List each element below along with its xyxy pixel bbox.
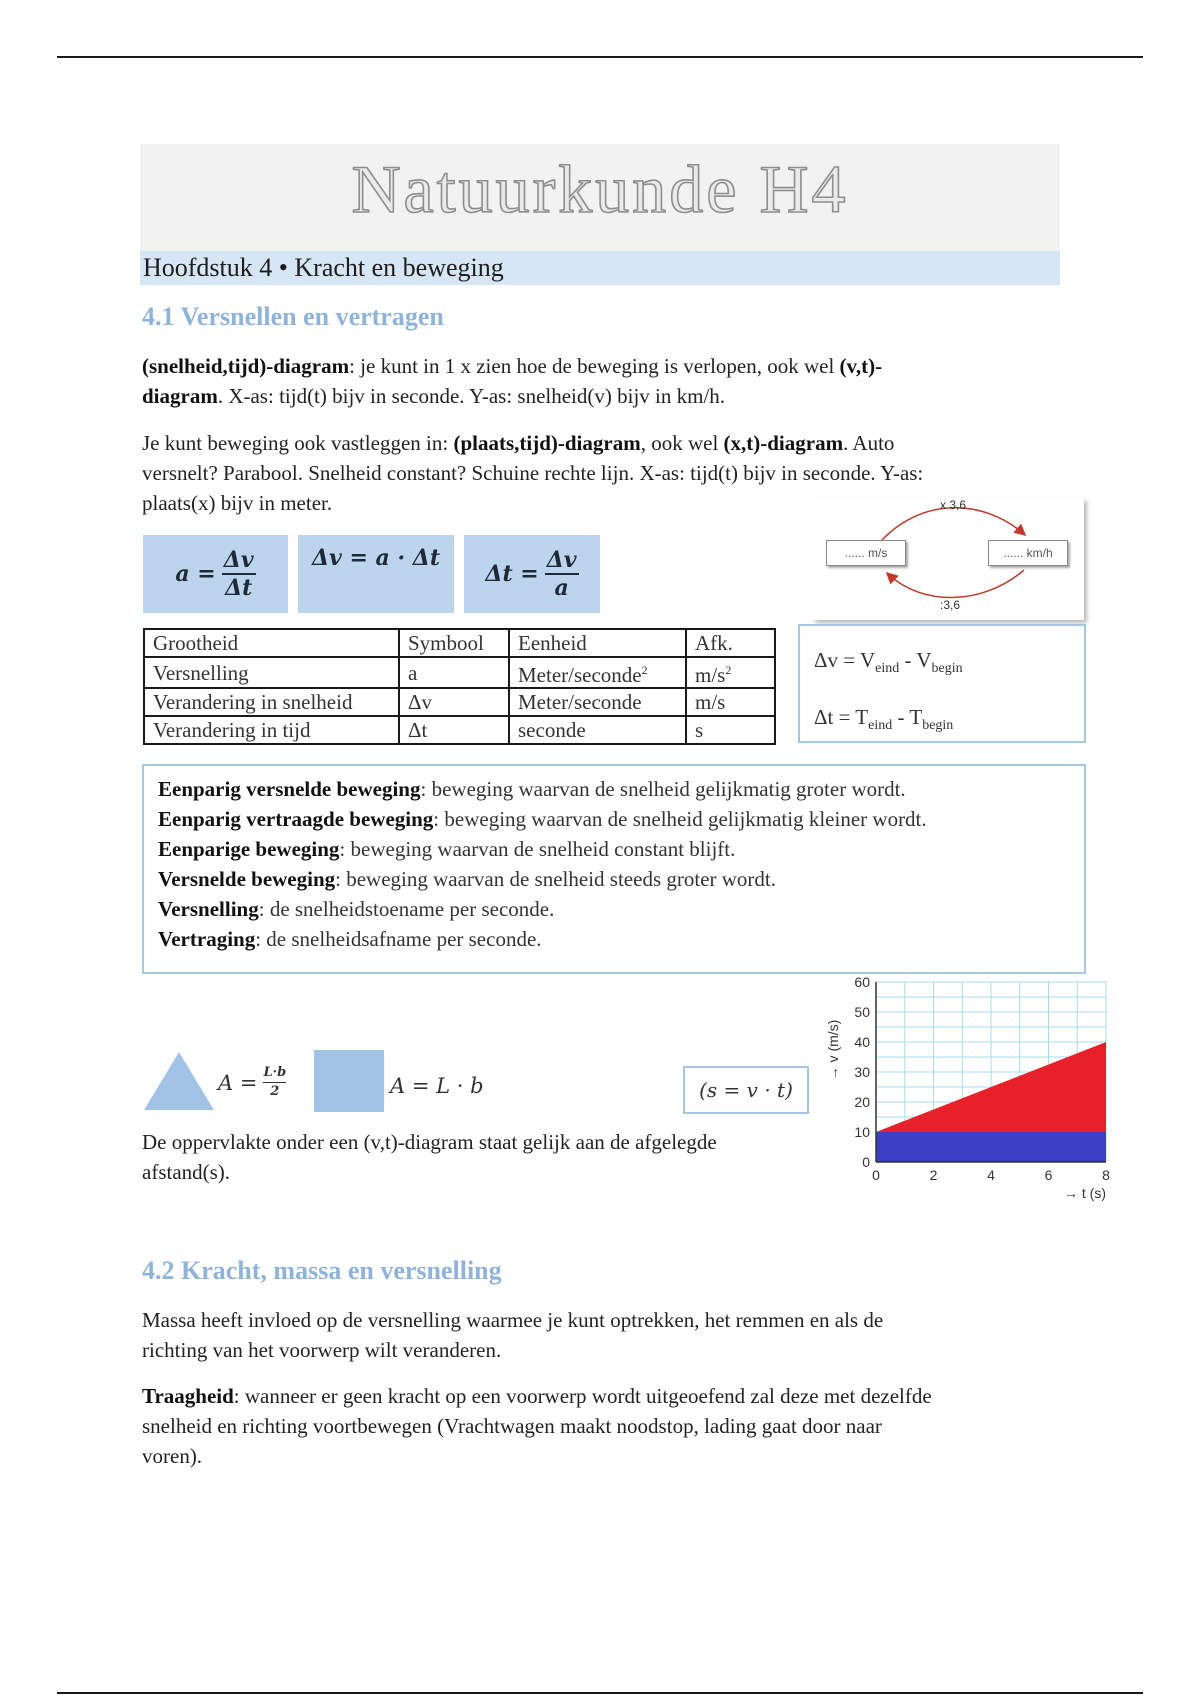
abbr-sup: 2 — [725, 663, 732, 677]
term-traagheid: Traagheid — [142, 1384, 234, 1408]
x-tick-label: 8 — [1102, 1167, 1110, 1183]
label-times-3-6: x 3,6 — [940, 498, 967, 512]
para1-text2: . X-as: tijd(t) bijv in seconde. Y-as: snelheid(v) bijv in km/h. — [217, 384, 726, 408]
traagheid-line3: voren). — [142, 1444, 203, 1468]
para2-text1: Je kunt beweging ook vastleggen in: — [142, 431, 454, 455]
triangle-num: L·b — [263, 1064, 286, 1083]
table-row — [144, 657, 775, 688]
paragraph-traagheid — [142, 1381, 1082, 1471]
definition-item — [158, 774, 1070, 804]
section-1-heading: 4.1 Versnellen en vertragen — [142, 302, 444, 331]
formula-a-den: Δt — [225, 575, 253, 601]
arrow-divide — [888, 570, 1024, 598]
table-header-row — [144, 629, 775, 657]
triangle-shape — [142, 1050, 216, 1112]
triangle-den: 2 — [270, 1084, 280, 1099]
table-header: Eenheid — [509, 629, 686, 657]
bottom-rule — [57, 1692, 1143, 1694]
area-caption-line2: afstand(s). — [142, 1160, 231, 1184]
formula-dt-lhs: Δt = — [485, 561, 539, 587]
dv-sub-begin: begin — [931, 661, 963, 677]
unit-text: Meter/seconde — [518, 663, 642, 687]
y-axis-label: → v (m/s) — [825, 1019, 841, 1081]
table-cell: Verandering in tijd — [144, 716, 399, 744]
table-cell: Δt — [399, 716, 509, 744]
x-axis-label: → t (s) — [1064, 1185, 1106, 1201]
x-tick-label: 0 — [872, 1167, 880, 1183]
term-vt-short-a: (v,t)- — [839, 354, 883, 378]
dv-lhs: Δv = V — [814, 648, 876, 672]
area-caption — [142, 1127, 822, 1187]
para2-line2: versnelt? Parabool. Snelheid constant? Schuine rechte lijn. X-as: tijd(t) bijv in seconde. Y-as: — [142, 461, 924, 485]
table-cell: Verandering in snelheid — [144, 688, 399, 716]
y-tick-label: 20 — [854, 1094, 870, 1110]
table-row — [144, 688, 775, 716]
table-cell: Δv — [399, 688, 509, 716]
definitions-box — [142, 764, 1086, 974]
delta-v-line — [814, 636, 1070, 693]
paragraph-massa — [142, 1305, 1082, 1365]
table-cell: seconde — [509, 716, 686, 744]
table-cell — [686, 657, 775, 688]
table-row — [144, 716, 775, 744]
definition-text: : de snelheidstoename per seconde. — [258, 897, 555, 921]
rectangle-shape — [314, 1050, 384, 1112]
dv-sub-eind: eind — [875, 661, 900, 677]
chapter-title: Hoofdstuk 4 • Kracht en beweging — [143, 253, 504, 282]
formula-delta-t — [464, 535, 600, 613]
definition-term: Versnelling — [158, 897, 259, 921]
conversion-diagram — [812, 498, 1084, 620]
x-tick-label: 2 — [929, 1167, 938, 1183]
traagheid-line1: : wanneer er geen kracht op een voorwerp wordt uitgeoefend zal deze met dezelfde — [233, 1384, 932, 1408]
table-header: Afk. — [686, 629, 775, 657]
y-tick-label: 0 — [862, 1154, 870, 1170]
massa-line2: richting van het voorwerp wilt veranderen. — [142, 1338, 502, 1362]
arrow-multiply — [882, 508, 1024, 540]
section-2-heading: 4.2 Kracht, massa en versnelling — [142, 1256, 502, 1285]
table-header: Grootheid — [144, 629, 399, 657]
para2-line3: plaats(x) bijv in meter. — [142, 491, 333, 515]
delta-definitions-box — [798, 624, 1086, 743]
formula-a-num: Δv — [223, 547, 254, 573]
y-tick-label: 10 — [854, 1124, 870, 1140]
formula-dt-num: Δv — [546, 547, 577, 573]
para2-text3: . Auto — [843, 431, 895, 455]
massa-line1: Massa heeft invloed op de versnelling waarmee je kunt optrekken, het remmen en als de — [142, 1308, 884, 1332]
definition-term: Eenparig vertraagde beweging — [158, 807, 434, 831]
top-rule — [57, 56, 1143, 58]
para1-text1: : je kunt in 1 x zien hoe de beweging is verlopen, ook wel — [349, 354, 840, 378]
quantities-table — [143, 628, 776, 745]
box-ms: ...... m/s — [826, 540, 906, 566]
definition-text: : beweging waarvan de snelheid gelijkmatig groter wordt. — [420, 777, 906, 801]
dt-sub-eind: eind — [868, 718, 893, 734]
definition-term: Versnelde beweging — [158, 867, 336, 891]
triangle-lhs: A = — [218, 1070, 258, 1095]
formula-dv-text: Δv = a · Δt — [311, 545, 441, 571]
term-vt-short-b: diagram — [142, 384, 218, 408]
definition-text: : beweging waarvan de snelheid constant blijft. — [339, 837, 736, 861]
term-xt-short: (x,t)-diagram — [723, 431, 844, 455]
label-div-3-6: :3,6 — [940, 598, 961, 612]
definition-term: Vertraging — [158, 927, 256, 951]
y-tick-label: 50 — [854, 1004, 870, 1020]
page-title: Natuurkunde H4 — [351, 151, 849, 227]
formula-delta-v — [298, 535, 454, 613]
box-kmh: ...... km/h — [988, 540, 1068, 566]
table-cell: s — [686, 716, 775, 744]
definition-item — [158, 924, 1070, 954]
vt-chart — [818, 972, 1118, 1204]
traagheid-line2: snelheid en richting voortbewegen (Vrachtwagen maakt noodstop, lading gaat door naar — [142, 1414, 882, 1438]
area-caption-line1: De oppervlakte onder een (v,t)-diagram staat gelijk aan de afgelegde — [142, 1130, 717, 1154]
table-cell: Versnelling — [144, 657, 399, 688]
formula-a-lhs: a = — [175, 561, 216, 587]
dt-sub-begin: begin — [922, 718, 954, 734]
formula-rectangle-area: A = L · b — [390, 1074, 484, 1098]
definition-term: Eenparig versnelde beweging — [158, 777, 421, 801]
y-tick-label: 60 — [854, 974, 870, 990]
formula-dt-den: a — [554, 575, 569, 601]
paragraph-vt-diagram — [142, 351, 1062, 411]
definition-item — [158, 864, 1070, 894]
formula-triangle-area — [218, 1064, 286, 1101]
definition-item — [158, 804, 1070, 834]
table-header: Symbool — [399, 629, 509, 657]
abbr-text: m/s — [695, 663, 726, 687]
y-tick-label: 30 — [854, 1064, 870, 1080]
x-tick-label: 4 — [987, 1167, 995, 1183]
table-cell: a — [399, 657, 509, 688]
definition-term: Eenparige beweging — [158, 837, 340, 861]
table-cell: m/s — [686, 688, 775, 716]
definition-item — [158, 894, 1070, 924]
table-cell: Meter/seconde — [509, 688, 686, 716]
delta-t-line — [814, 693, 1070, 750]
formula-distance: (s = v · t) — [683, 1066, 809, 1114]
term-vt: (snelheid,tijd)-diagram — [142, 354, 350, 378]
para2-text2: , ook wel — [640, 431, 724, 455]
dv-mid: - V — [899, 648, 932, 672]
formula-acceleration — [143, 535, 288, 613]
definition-item — [158, 834, 1070, 864]
table-cell — [509, 657, 686, 688]
term-xt: (plaats,tijd)-diagram — [453, 431, 641, 455]
dt-lhs: Δt = T — [814, 705, 869, 730]
y-tick-label: 40 — [854, 1034, 870, 1050]
area-constant-speed — [876, 1132, 1106, 1162]
definition-text: : beweging waarvan de snelheid gelijkmatig kleiner wordt. — [433, 807, 927, 831]
unit-sup: 2 — [641, 663, 648, 677]
definition-text: : beweging waarvan de snelheid steeds groter wordt. — [335, 867, 776, 891]
dt-mid: - T — [892, 705, 923, 730]
x-tick-label: 6 — [1044, 1167, 1053, 1183]
definition-text: : de snelheidsafname per seconde. — [255, 927, 542, 951]
